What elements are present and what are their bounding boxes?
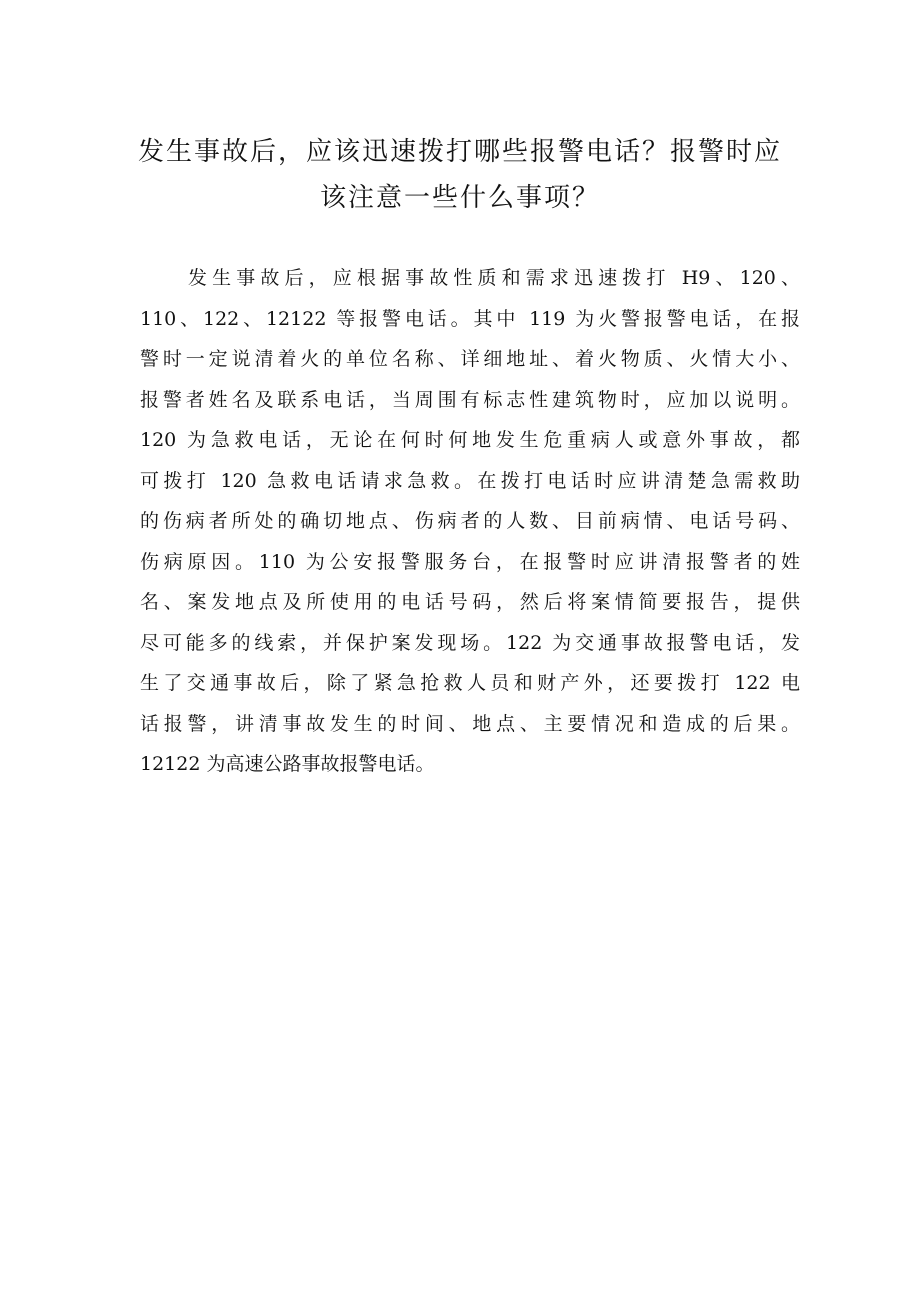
paragraph-line: 名、案发地点及所使用的电话号码，然后将案情简要报告，提供 — [140, 591, 800, 613]
paragraph-line: 可拨打 120 急救电话请求急救。在拨打电话时应讲清楚急需救助 — [140, 469, 800, 492]
paragraph-line: 伤病原因。110 为公安报警服务台，在报警时应讲清报警者的姓 — [140, 550, 800, 573]
paragraph-line: 尽可能多的线索，并保护案发现场。122 为交通事故报警电话，发 — [140, 631, 800, 654]
body-paragraph — [140, 258, 800, 785]
paragraph-line: 话报警，讲清事故发生的时间、地点、主要情况和造成的后果。 — [140, 712, 800, 735]
paragraph-line: 发生事故后，应根据事故性质和需求迅速拨打 H9、120、 — [188, 267, 800, 289]
paragraph-line: 警时一定说清着火的单位名称、详细地址、着火物质、火情大小、 — [140, 348, 800, 370]
page-title — [100, 129, 820, 221]
paragraph-line: 生了交通事故后，除了紧急抢救人员和财产外，还要拨打 122 电 — [140, 672, 800, 694]
title-line: 该注意一些什么事项？ — [319, 183, 600, 214]
paragraph-line: 12122 为高速公路事故报警电话。 — [140, 753, 435, 775]
paragraph-line: 120 为急救电话，无论在何时何地发生危重病人或意外事故，都 — [140, 429, 800, 451]
paragraph-line: 110、122、12122 等报警电话。其中 119 为火警报警电话，在报 — [140, 307, 800, 330]
paragraph-line: 的伤病者所处的确切地点、伤病者的人数、目前病情、电话号码、 — [140, 510, 800, 532]
title-line: 发生事故后，应该迅速拨打哪些报警电话？报警时应 — [137, 137, 782, 168]
paragraph-line: 报警者姓名及联系电话，当周围有标志性建筑物时，应加以说明。 — [140, 388, 800, 411]
